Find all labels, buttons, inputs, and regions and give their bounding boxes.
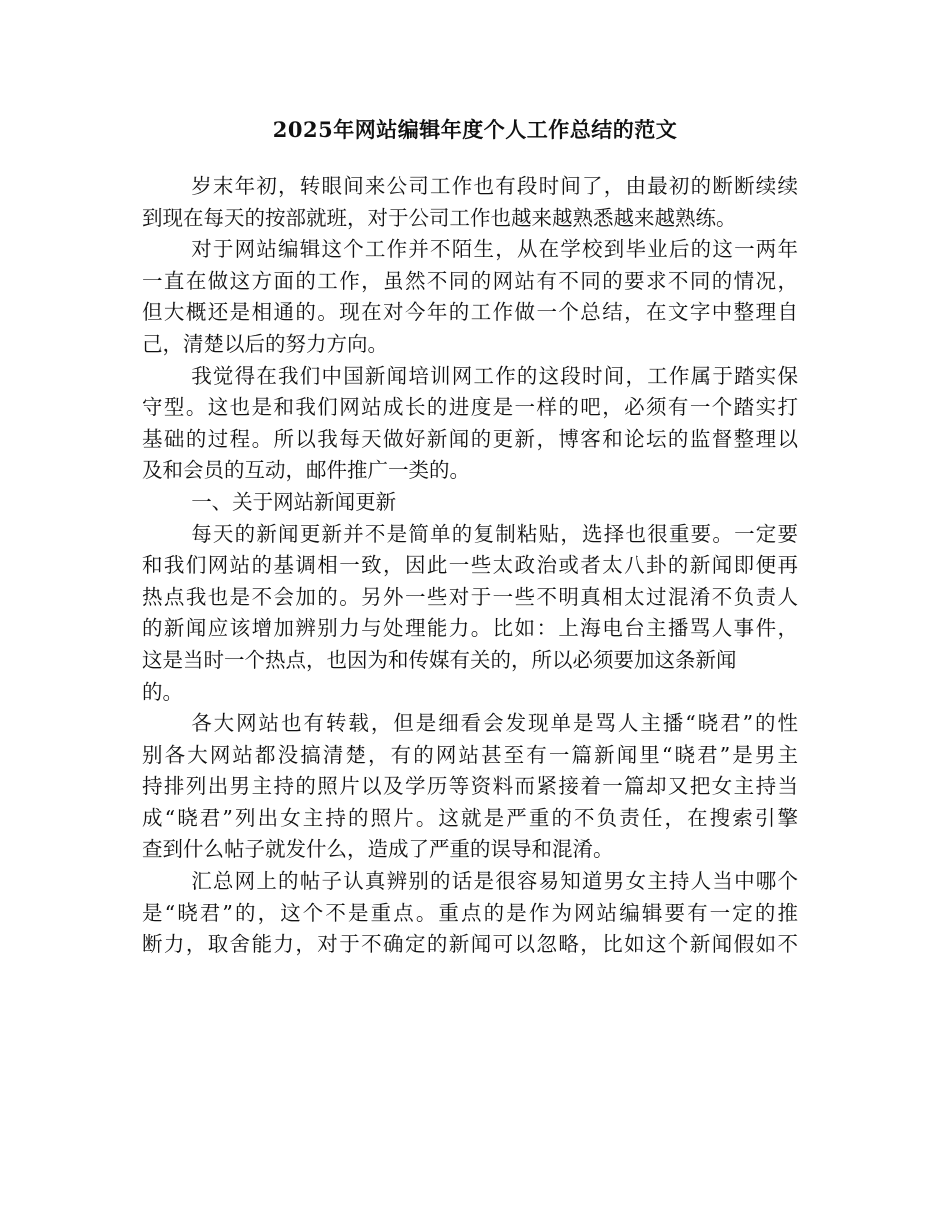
text-line: 守型。这也是和我们网站成长的进度是一样的吧，必须有一个踏实打 [142,395,798,420]
text-line: 和我们网站的基调相一致，因此一些太政治或者太八卦的新闻即便再 [142,553,798,578]
text-line: 一直在做这方面的工作，虽然不同的网站有不同的要求不同的情况， [142,268,798,293]
paragraph [142,171,798,234]
text-line: 到现在每天的按部就班，对于公司工作也越来越熟悉越来越熟练。 [142,205,737,230]
paragraph [142,361,798,487]
paragraph [142,708,798,866]
text-line: 这是当时一个热点，也因为和传媒有关的，所以必须要加这条新闻 [142,647,737,672]
text-line: 持排列出男主持的照片以及学历等资料而紧接着一篇却又把女主持当 [142,774,798,799]
text-line: 查到什么帖子就发什么，造成了严重的误导和混淆。 [142,837,614,862]
text-line: 但大概还是相通的。现在对今年的工作做一个总结，在文字中整理自 [142,300,798,325]
section-heading [142,487,798,519]
text-line: 各大网站也有转载，但是细看会发现单是骂人主播“晓君”的性 [191,711,798,736]
paragraph [142,234,798,360]
document-title: 2025年网站编辑年度个人工作总结的范文 [272,117,678,142]
text-line: 基础的过程。所以我每天做好新闻的更新，博客和论坛的监督整理以 [142,426,798,451]
text-line: 对于网站编辑这个工作并不陌生，从在学校到毕业后的这一两年 [191,237,798,262]
text-line: 己，清楚以后的努力方向。 [142,331,388,356]
text-line: 每天的新闻更新并不是简单的复制粘贴，选择也很重要。一定要 [191,521,798,546]
text-line: 的。 [142,679,183,704]
text-line: 我觉得在我们中国新闻培训网工作的这段时间，工作属于踏实保 [191,363,798,388]
text-line: 成“晓君”列出女主持的照片。这就是严重的不负责任，在搜索引擎 [142,805,798,830]
text-line: 汇总网上的帖子认真辨别的话是很容易知道男女主持人当中哪个 [191,869,798,894]
text-line: 别各大网站都没搞清楚，有的网站甚至有一篇新闻里“晓君”是男主 [142,742,798,767]
text-line: 是“晓君”的，这个不是重点。重点的是作为网站编辑要有一定的推 [142,900,798,925]
text-line: 热点我也是不会加的。另外一些对于一些不明真相太过混淆不负责人 [142,584,798,609]
text-line: 的新闻应该增加辨别力与处理能力。比如：上海电台主播骂人事件， [142,616,798,641]
paragraph [142,519,798,709]
text-line: 及和会员的互动，邮件推广一类的。 [142,458,470,483]
text-line: 岁末年初，转眼间来公司工作也有段时间了，由最初的断断续续 [191,174,798,198]
paragraph [142,866,798,961]
text-line: 一、关于网站新闻更新 [191,489,397,514]
document-body [142,171,798,961]
text-line: 断力，取舍能力，对于不确定的新闻可以忽略，比如这个新闻假如不 [142,932,798,957]
